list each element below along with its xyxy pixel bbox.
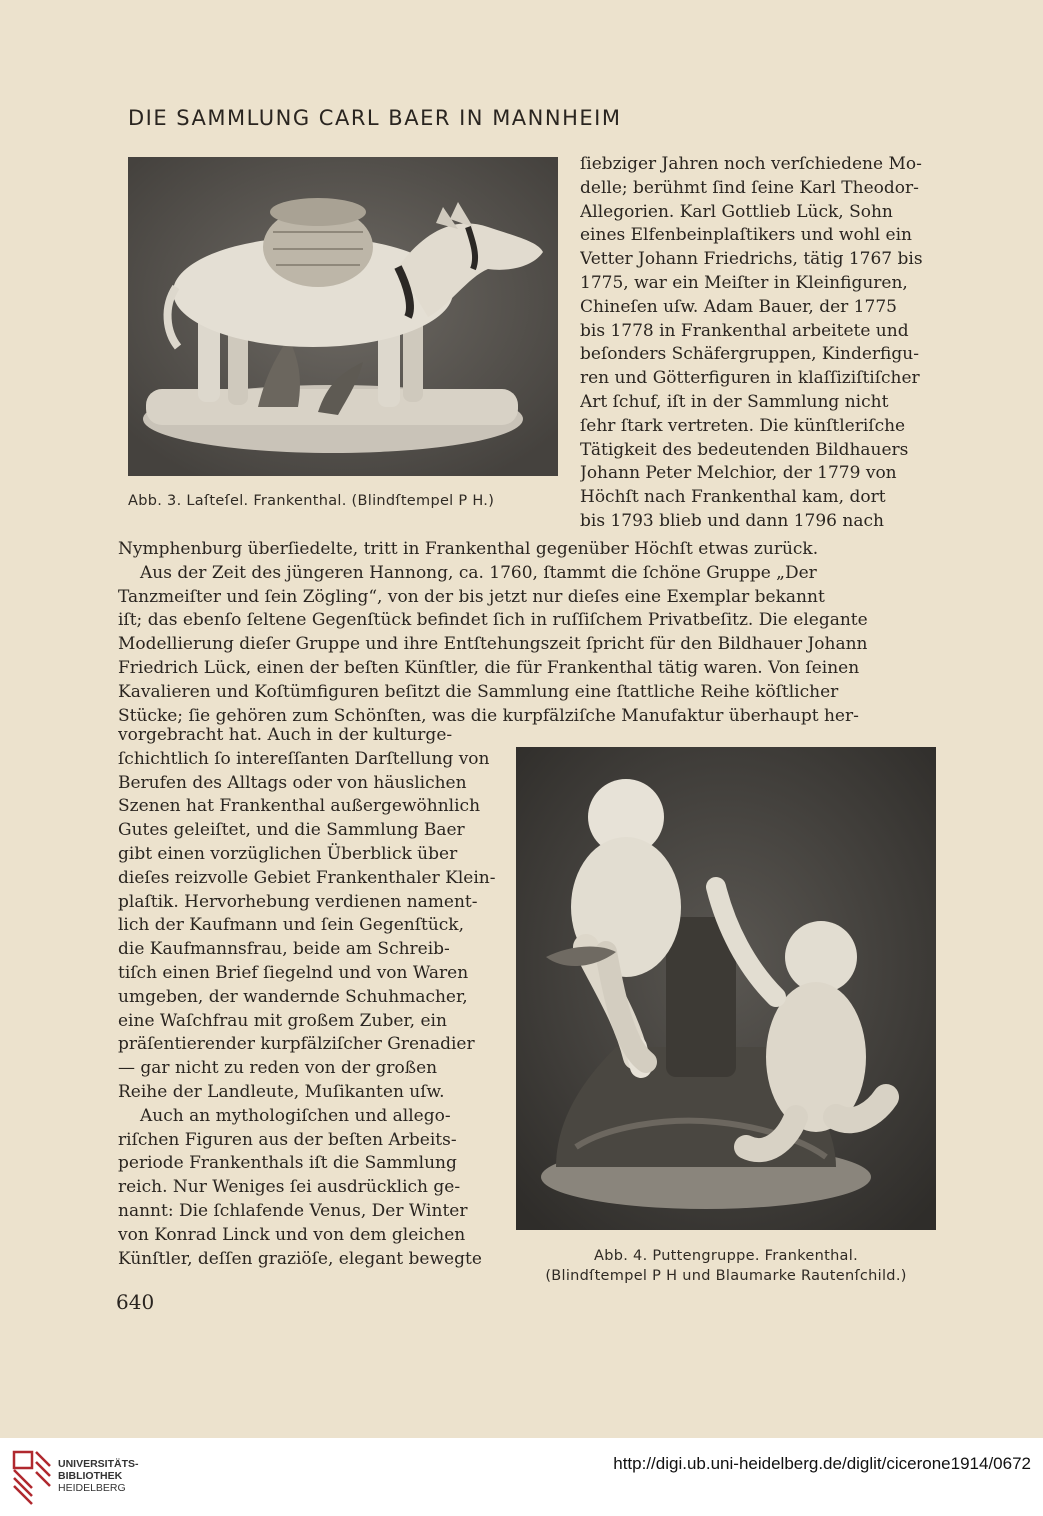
text-line: eine Waſchfrau mit großem Zuber, ein — [118, 1010, 447, 1031]
text-line: Szenen hat Frankenthal außergewöhnlich — [118, 796, 481, 817]
library-name-line2: BIBLIOTHEK — [58, 1470, 123, 1482]
footer-bar — [0, 1438, 1043, 1516]
text-line: die Kaufmannsfrau, beide am Schreib- — [118, 939, 450, 960]
putti-figurine-image — [516, 747, 936, 1230]
text-line: eines Elfenbeinplaſtikers und wohl ein — [580, 225, 912, 246]
text-line: Reihe der Landleute, Muſikanten uſw. — [118, 1081, 445, 1102]
text-line: von Konrad Linck und von dem gleichen — [118, 1224, 466, 1245]
page-number: 640 — [116, 1290, 155, 1314]
text-line: plaſtik. Hervorhebung verdienen nament- — [118, 891, 478, 912]
text-line: Kavalieren und Koſtümfiguren beſitzt die Sammlung eine ſtattliche Reihe köſtlicher — [118, 681, 839, 702]
figure-putti-caption-line1: Abb. 4. Puttengruppe. Frankenthal. — [594, 1248, 858, 1264]
text-line: — gar nicht zu reden von der großen — [118, 1058, 438, 1079]
text-line: dieſes reizvolle Gebiet Frankenthaler Klein- — [118, 867, 495, 888]
text-line: Höchſt nach Frankenthal kam, dort — [580, 487, 886, 508]
text-line: beſonders Schäfergruppen, Kinderfigu- — [580, 344, 919, 365]
text-line: Friedrich Lück, einen der beſten Künſtler, die für Frankenthal tätig waren. Von ſeinen — [118, 657, 860, 678]
figure-donkey-photo — [128, 157, 558, 476]
library-logo-icon[interactable] — [10, 1448, 54, 1508]
text-line: ſiebziger Jahren noch verſchiedene Mo- — [580, 154, 922, 174]
donkey-figurine-image — [128, 157, 558, 476]
text-line: gibt einen vorzüglichen Überblick über — [118, 843, 458, 864]
text-line: Modellierung dieſer Gruppe und ihre Entſtehungszeit ſpricht für den Bildhauer Johann — [118, 634, 868, 655]
text-line: iſt; das ebenſo ſeltene Gegenſtück befindet ſich in ruſſiſchem Privatbeſitz. Die elegante — [118, 610, 868, 631]
text-line: Gutes geleiſtet, und die Sammlung Baer — [118, 820, 465, 841]
text-line: bis 1793 blieb und dann 1796 nach — [580, 510, 884, 531]
text-line: Johann Peter Melchior, der 1779 von — [580, 463, 897, 484]
text-line: vorgebracht hat. Auch in der kulturge- — [118, 725, 453, 745]
text-line: Künſtler, deſſen graziöſe, elegant bewegte — [118, 1248, 482, 1269]
running-head: DIE SAMMLUNG CARL BAER IN MANNHEIM — [128, 106, 622, 130]
text-line: riſchen Figuren aus der beſten Arbeits- — [118, 1129, 457, 1150]
figure-putti-caption-line2: (Blindſtempel P H und Blaumarke Rautenſchild.) — [545, 1268, 907, 1284]
text-line: Tanzmeiſter und ſein Zögling“, von der bis jetzt nur dieſes eine Exemplar bekannt — [118, 586, 825, 607]
text-line: bis 1778 in Frankenthal arbeitete und — [580, 320, 909, 341]
text-line: präſentierender kurpfälziſcher Grenadier — [118, 1034, 475, 1055]
library-name-line1: UNIVERSITÄTS- — [58, 1458, 139, 1470]
text-line: Nymphenburg überſiedelte, tritt in Frankenthal gegenüber Höchſt etwas zurück. — [118, 539, 819, 559]
source-url-link[interactable]: http://digi.ub.uni-heidelberg.de/diglit/cicerone1914/0672 — [613, 1454, 1031, 1473]
text-line: delle; berühmt ſind ſeine Karl Theodor- — [580, 177, 919, 198]
figure-putti-photo — [516, 747, 936, 1230]
text-full-width — [118, 538, 936, 728]
figure-donkey-caption: Abb. 3. Laſteſel. Frankenthal. (Blindſtempel P H.) — [128, 493, 495, 509]
library-name-line3: HEIDELBERG — [58, 1482, 126, 1494]
text-line: nannt: Die ſchlafende Venus, Der Winter — [118, 1200, 468, 1221]
text-line: Berufen des Alltags oder von häuslichen — [118, 772, 467, 793]
text-line: lich der Kaufmann und ſein Gegenſtück, — [118, 915, 465, 936]
library-name — [58, 1458, 139, 1494]
text-line: ren und Götterfiguren in klaſſiziſtiſcher — [580, 368, 920, 389]
text-line: ſchichtlich ſo intereſſanten Darſtellung von — [118, 748, 490, 769]
text-line: Stücke; ſie gehören zum Schönſten, was die kurpfälziſche Manufaktur überhaupt her- — [118, 705, 859, 726]
text-line: Art ſchuf, iſt in der Sammlung nicht — [580, 391, 889, 412]
text-line: Allegorien. Karl Gottlieb Lück, Sohn — [580, 201, 893, 222]
text-line: 1775, war ein Meiſter in Kleinfiguren, — [580, 272, 908, 293]
text-line: umgeben, der wandernde Schuhmacher, — [118, 986, 468, 1007]
text-line: periode Frankenthals iſt die Sammlung — [118, 1153, 457, 1174]
text-line: Chineſen uſw. Adam Bauer, der 1775 — [580, 296, 897, 317]
text-line: Tätigkeit des bedeutenden Bildhauers — [580, 439, 909, 460]
text-line: Auch an mythologiſchen und allego- — [140, 1105, 451, 1126]
text-line: tiſch einen Brief ſiegelnd und von Waren — [118, 962, 469, 983]
text-column-left-bottom — [118, 724, 495, 1271]
text-line: Aus der Zeit des jüngeren Hannong, ca. 1760, ſtammt die ſchöne Gruppe „Der — [140, 562, 817, 583]
text-line: Vetter Johann Friedrichs, tätig 1767 bis — [580, 249, 923, 270]
text-column-right-top — [580, 153, 938, 534]
text-line: ſehr ſtark vertreten. Die künſtleriſche — [580, 415, 906, 436]
text-line: reich. Nur Weniges ſei ausdrücklich ge- — [118, 1177, 461, 1198]
